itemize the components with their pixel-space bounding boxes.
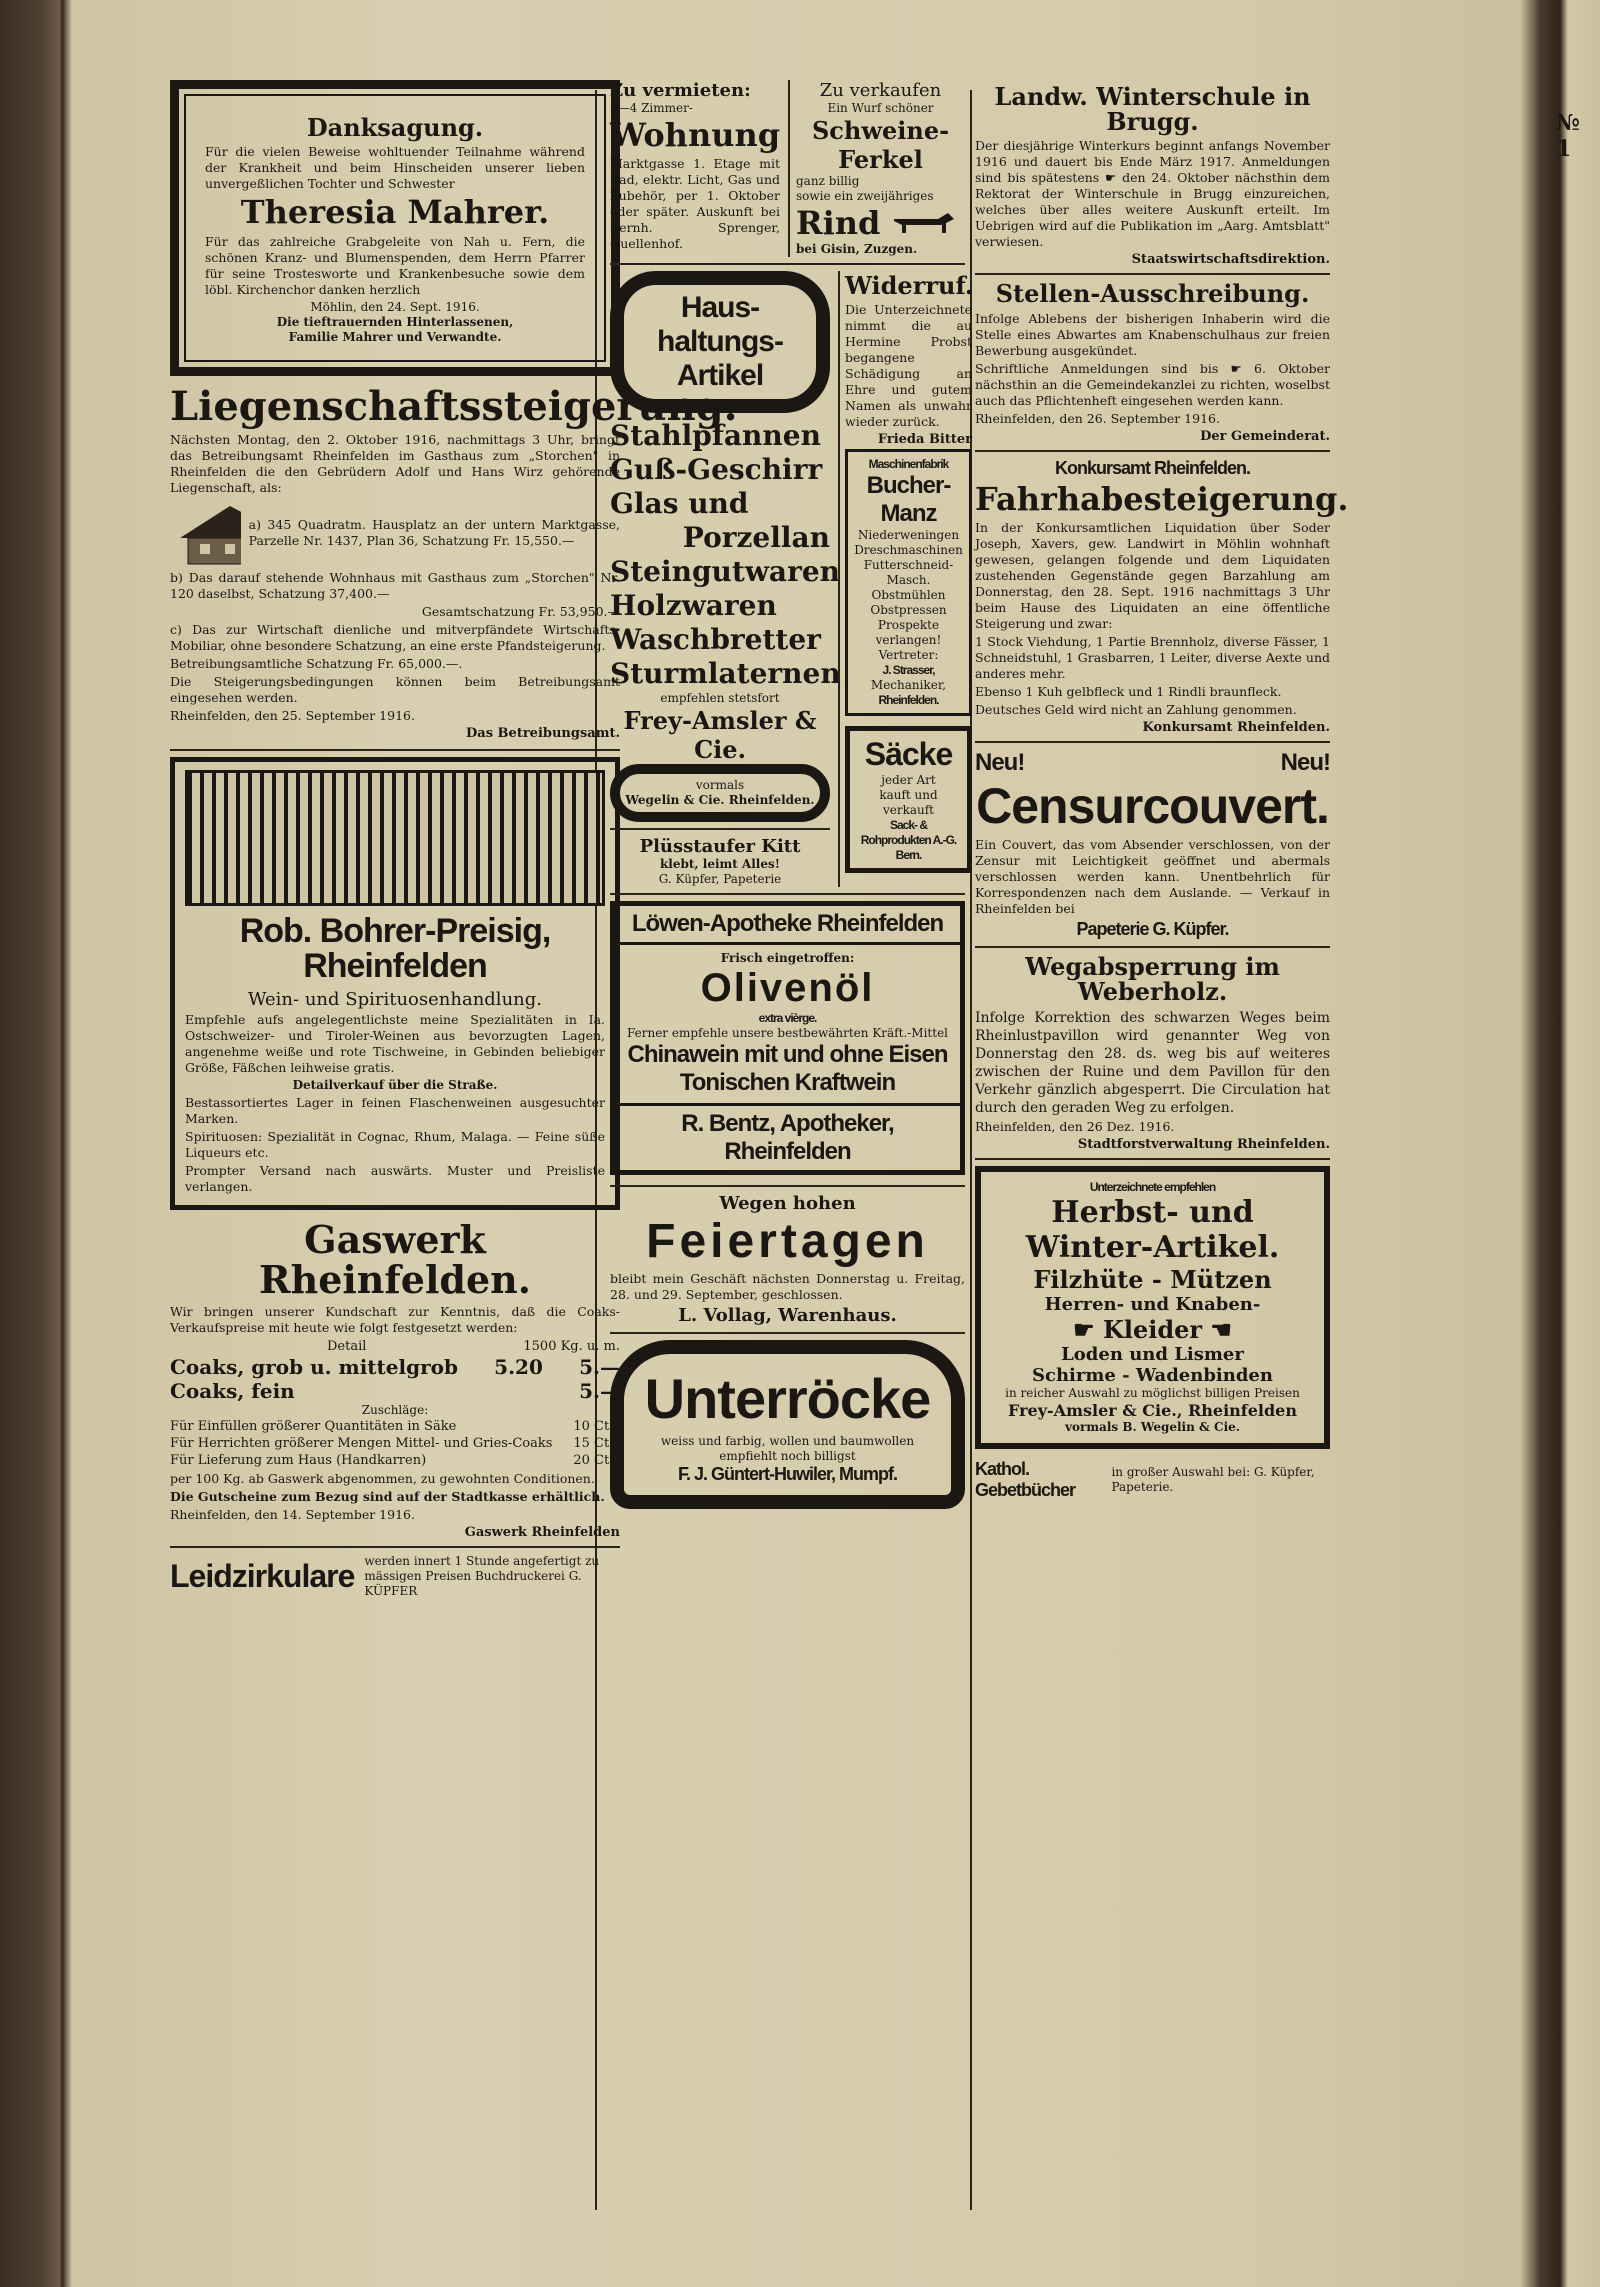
dankfagung-sig1: Die tieftrauernden Hinterlassenen,: [276, 314, 514, 329]
widerruf-sig: Frieda Bitter: [877, 432, 972, 447]
leidzirkulare-ad: [170, 1554, 620, 1599]
gaswerk-z3: Für Lieferung zum Haus (Handkarren): [170, 1452, 427, 1468]
stellen-date: Rheinfelden, den 26. September 1916.: [975, 410, 1220, 426]
schweine-who: bei Gisin, Zuzgen.: [796, 242, 918, 256]
bucher-who: J. Strasser,: [882, 663, 935, 677]
apotheke-sub: extra vièrge.: [758, 1011, 817, 1025]
haushalt-ad: [610, 271, 841, 887]
konkurs-ad: [975, 457, 1349, 736]
unterroecke-firm: F. J. Güntert-Huwiler, Mumpf.: [677, 1464, 897, 1484]
wegsperre-title: Wegabsperrung im Weberholz.: [1025, 952, 1280, 1007]
widerruf-title: Widerruf.: [845, 271, 974, 300]
herbst-l2: Herren- und Knaben-: [1044, 1293, 1261, 1315]
saecke-ad: [845, 726, 972, 873]
haushalt-l1: Stahlpfannen: [610, 419, 821, 452]
bucher-name: Bucher-Manz: [866, 472, 951, 527]
apotheke-ferner: Ferner empfehle unsere bestbewährten Kräft.-Mittel: [626, 1026, 949, 1040]
gaswerk-row1-label: Coaks, grob u. mittelgrob: [170, 1354, 458, 1379]
herbst-l4: Loden und Lismer: [1061, 1343, 1244, 1365]
haushalt-l5: Steingutwaren: [610, 555, 841, 588]
apotheke-title: Olivenöl: [700, 966, 875, 1010]
wegsperre-ad: [975, 954, 1330, 1151]
gaswerk-col-bulk: 1500 Kg. u. m.: [523, 1338, 620, 1354]
wegsperre-date: Rheinfelden, den 26 Dez. 1916.: [975, 1118, 1175, 1134]
saecke-title: Säcke: [864, 736, 953, 772]
gaswerk-col-detail: Detail: [326, 1338, 367, 1354]
bohrer-subtitle: Wein- und Spirituosenhandlung.: [247, 989, 542, 1011]
gebet-ad: [975, 1459, 1330, 1501]
wine-cellar-illustration: [185, 770, 605, 906]
bucher-place: Niederweningen: [857, 528, 960, 542]
feiertage-sig: L. Vollag, Warenhaus.: [678, 1305, 897, 1326]
saecke-b2: kauft und verkauft: [879, 788, 938, 817]
herbst-l3: Kleider: [1102, 1314, 1203, 1344]
stellen-sig: Der Gemeinderat.: [1200, 428, 1330, 444]
apotheke-china: Chinawein mit und ohne Eisen: [627, 1041, 948, 1068]
bucher-role: Mechaniker,: [870, 678, 947, 692]
bohrer-versand: Prompter Versand nach auswärts. Muster und Preisliste verlangen.: [185, 1163, 605, 1195]
bucher-l1: Dreschmaschinen: [854, 543, 963, 557]
winterschule-sig: Staatswirtschaftsdirektion.: [1131, 252, 1330, 268]
herbst-head: Unterzeichnete empfehlen: [1089, 1179, 1216, 1194]
liegenschaft-schatzung: Betreibungsamtliche Schatzung Fr. 65,000.—.: [170, 655, 463, 671]
dankfagung-body: Für die vielen Beweise wohltuender Teilnahme während der Krankheit und beim Hinscheiden unserer lieben unvergeßlichen Tochter und Schwester: [205, 144, 585, 192]
bucher-vertreter: Vertreter:: [878, 648, 939, 662]
gaswerk-row2-label: Coaks, fein: [170, 1378, 295, 1403]
haushalt-l2: Guß-Geschirr: [610, 453, 823, 486]
gaswerk-z4: per 100 Kg. ab Gaswerk abgenommen, zu gewohnten Conditionen.: [170, 1470, 595, 1486]
herbst-ad: [975, 1166, 1330, 1449]
wohnung-title: Wohnung: [610, 116, 781, 154]
gaswerk-title: Gaswerk Rheinfelden.: [258, 1217, 531, 1303]
wegsperre-sig: Stadtforstverwaltung Rheinfelden.: [1077, 1136, 1330, 1152]
winterschule-ad: [975, 84, 1330, 267]
bucher-l2: Futterschneid-Masch.: [863, 558, 954, 587]
wohnung-ad: [610, 80, 780, 257]
stellen-body: Infolge Ablebens der bisherigen Inhaberin wird die Stelle eines Abwartes am Knabenschulhaus zur freien Bewerbung ausgekündet.: [975, 310, 1330, 358]
konkurs-geld: Deutsches Geld wird nicht an Zahlung genommen.: [975, 702, 1297, 718]
konkurs-items: 1 Stock Viehdung, 1 Partie Brennholz, diverse Fässer, 1 Schneidstuhl, 1 Grasbarren, 1 Leiter, diverse Aexte und anderes mehr.: [975, 634, 1330, 682]
bucher-l4: Obstpressen: [870, 603, 947, 617]
pointing-hand-icon: ☛: [1073, 1314, 1103, 1344]
gaswerk-row1-bulk: 5.—: [579, 1354, 620, 1379]
haushalt-frame: [610, 271, 830, 413]
gaswerk-row2-bulk: 5.—: [579, 1378, 620, 1403]
bucher-head: Maschinenfabrik: [868, 457, 949, 471]
bohrer-spirit: Spirituosen: Spezialität in Cognac, Rhum, Malaga. — Feine süße Liqueurs etc.: [185, 1129, 605, 1161]
gaswerk-z2: Für Herrichten größerer Mengen Mittel- und Gries-Coaks: [170, 1435, 553, 1451]
herbst-vormals: vormals B. Wegelin & Cie.: [1065, 1419, 1240, 1434]
gaswerk-sig: Gaswerk Rheinfelden: [464, 1524, 620, 1540]
saecke-b1: jeder Art: [881, 773, 936, 787]
liegenschaft-item-c: c) Das zur Wirtschaft dienliche und mitverpfändete Wirtschafts-Mobiliar, ohne besondere Schatzung, an eine erste Pfandsteigerung.: [170, 621, 620, 653]
gaswerk-date: Rheinfelden, den 14. September 1916.: [170, 1506, 415, 1522]
haushalt-vormals: vormals: [695, 778, 745, 792]
haushalt-l7: Waschbretter: [610, 623, 821, 656]
dankfagung-title: Danksagung.: [306, 113, 484, 142]
schweine-rind: Rind: [796, 204, 881, 242]
liegenschaft-title: Liegenschaftssteigerung.: [170, 382, 738, 430]
gaswerk-intro: Wir bringen unserer Kundschaft zur Kenntnis, daß die Coaks-Verkaufspreise mit heute wie folgt festgesetzt werden:: [170, 1303, 620, 1335]
gaswerk-z3-value: 20 Cts.: [573, 1452, 620, 1468]
konkurs-body: In der Konkursamtlichen Liquidation über Soder Joseph, Xavers, gew. Landwirt in Möhlin wohnhaft gewesen, gelangen folgende und dem Liquidaten zustehenden Gegenstände gegen Barzahlung am Donnerstag, den 28. Sept. 1916 nachmittags 3 Uhr beim Hause des Liquidaten an eine öffentliche Steigerung und zwar:: [975, 520, 1330, 632]
schweine-title: Schweine-Ferkel: [811, 116, 950, 174]
censur-neu-right: Neu!: [1280, 749, 1330, 777]
dankfagung-body2: Für das zahlreiche Grabgeleite von Nah u. Fern, die schönen Kranz- und Blumenspenden, dem Herrn Pfarrer für seine Trostesworte und Krankenbesuche sowie dem löbl. Kirchenchor danken herzlich: [205, 233, 585, 297]
wegsperre-body: Infolge Korrektion des schwarzen Weges beim Rheinlustpavillon wird genannter Weg von Donnerstag den 28. ds. weg bis auf weiteres zwischen der Ruine und dem Pavillon für den Verkehr gänzlich abgesperrt. Die Circulation hat durch den geraden Weg zu erfolgen.: [975, 1009, 1330, 1116]
gaswerk-gutscheine: Die Gutscheine zum Bezug sind auf der Stadtkasse erhältlich.: [170, 1488, 605, 1504]
haushalt-top: Haus-haltungs-Artikel: [657, 291, 783, 392]
unterroecke-sub2: empfiehlt noch billigst: [719, 1449, 856, 1463]
apotheke-head: Löwen-Apotheke Rheinfelden: [615, 906, 960, 945]
column-3: [975, 80, 1349, 1501]
liegenschaft-item-b: b) Das darauf stehende Wohnhaus mit Gasthaus zum „Storchen" Nr. 120 daselbst, Schatzung 37,400.—: [170, 569, 620, 601]
gaswerk-z1-value: 10 Cts.: [573, 1418, 620, 1434]
gaswerk-row1-detail: 5.20: [494, 1354, 543, 1379]
apotheke-firm: R. Bentz, Apotheker, Rheinfelden: [615, 1103, 960, 1170]
stellen-ad: [975, 281, 1330, 443]
haushalt-empf: empfehlen stetsfort: [660, 691, 780, 705]
konkurs-title: Fahrhabesteigerung.: [975, 479, 1349, 518]
widerruf-body: Die Unterzeichnete nimmt die au Hermine Probst begangene Schädigung an Ehre und gutem Namen als unwahr wieder zurück.: [845, 302, 972, 429]
bohrer-lager: Bestassortiertes Lager in feinen Flaschenweinen ausgesuchter Marken.: [185, 1095, 605, 1127]
censur-body: Ein Couvert, das vom Absender verschlossen, von der Zensur mit Leichtigkeit geöffnet und abermals verschlossen werden kann. Unentbehrlich für Korrespondenzen nach dem Auslande. — Verkauf in Rheinfelden bei: [975, 837, 1330, 917]
konkurs-sig: Konkursamt Rheinfelden.: [1142, 720, 1330, 736]
bohrer-body: Empfehle aufs angelegentlichste meine Spezialitäten in Ia. Ostschweizer- und Tiroler-Weinen aus bevorzugten Lagen, angenehme weiße und rote Tischweine, in Gebinden beliebiger Größe, Fäßchen leihweise gratis.: [185, 1012, 605, 1076]
liegenschaft-total: Gesamtschatzung Fr. 53,950.—: [421, 603, 620, 619]
herbst-l5: Schirme - Wadenbinden: [1032, 1364, 1273, 1386]
gaswerk-z2-value: 15 Cts.: [573, 1435, 620, 1451]
gebet-text: in großer Auswahl bei: G. Küpfer, Papeterie.: [1111, 1464, 1315, 1494]
schweine-b1: ganz billig: [796, 174, 860, 188]
house-illustration-icon: [170, 498, 241, 568]
dankfagung-ad: [170, 80, 620, 376]
apotheke-ad: [610, 901, 965, 1175]
herbst-l1: Filzhüte - Mützen: [1033, 1264, 1272, 1294]
bohrer-name: Rob. Bohrer-Preisig, Rheinfelden: [239, 911, 551, 986]
leidzirkulare-text: werden innert 1 Stunde angefertigt zu mässigen Preisen Buchdruckerei G. KÜPFER: [364, 1553, 600, 1598]
unterroecke-title: Unterröcke: [644, 1367, 931, 1430]
wohnung-sub: 3—4 Zimmer-: [610, 101, 693, 115]
censur-firm: Papeterie G. Küpfer.: [1076, 919, 1229, 940]
liegenschaft-intro: Nächsten Montag, den 2. Oktober 1916, nachmittags 3 Uhr, bringt das Betreibungsamt Rheinfelden im Gasthaus zum „Storchen" in Rheinfelden die den Gebrüdern Adolf und Hans Wirz gehörende Liegenschaft, als:: [170, 431, 620, 495]
liegenschaft-item-a: a) 345 Quadratm. Hausplatz an der untern Marktgasse, Parzelle Nr. 1437, Plan 36, Schatzung Fr. 15,550.—: [248, 516, 620, 548]
haushalt-l4: Porzellan: [682, 521, 830, 554]
winterschule-title: Landw. Winterschule in Brugg.: [994, 82, 1311, 137]
gaswerk-zuschlaege: Zuschläge:: [361, 1402, 429, 1417]
censur-neu-left: Neu!: [975, 749, 1025, 777]
herbst-small: in reicher Auswahl zu möglichst billigen Preisen: [1005, 1385, 1300, 1400]
unterroecke-ad: [610, 1340, 965, 1509]
saecke-firm: Sack- & Rohprodukten A.-G. Bern.: [860, 818, 957, 862]
gaswerk-z1: Für Einfüllen größerer Quantitäten in Säke: [170, 1418, 457, 1434]
leidzirkulare-title: Leidzirkulare: [170, 1557, 355, 1594]
haushalt-firm: Frey-Amsler & Cie.: [623, 706, 817, 764]
liegenschaft-sig: Das Betreibungsamt.: [466, 725, 620, 741]
column-2: [610, 80, 974, 1509]
dankfagung-sig2: Familie Mahrer und Verwandte.: [288, 329, 502, 344]
cow-icon: [886, 207, 956, 239]
bucher-l3: Obstmühlen: [871, 588, 946, 602]
stellen-body2: Schriftliche Anmeldungen sind bis ☛ 6. Oktober nächsthin an die Gemeindekanzlei zu richten, woselbst auch das Pflichtenheft eingesehen werden kann.: [975, 360, 1330, 408]
dankfagung-place-date: Möhlin, den 24. Sept. 1916.: [310, 299, 480, 314]
bohrer-detail: Detailverkauf über die Straße.: [292, 1078, 498, 1093]
herbst-title: Herbst- und Winter-Artikel.: [1025, 1194, 1280, 1265]
schweine-ad: [788, 80, 965, 257]
winterschule-body: Der diesjährige Winterkurs beginnt anfangs November 1916 und dauert bis Ende März 1917. Anmeldungen sind bis spätestens ☛ den 24. Oktober nächsthin dem Rektorat der Winterschule in Brugg einzureichen, welches über alles weitere Auskunft erteilt. Im Uebrigen wird auf die Publikation im „Aarg. Amtsblatt" verwiesen.: [975, 138, 1330, 250]
pointing-hand-icon: ☚: [1202, 1314, 1232, 1344]
haushalt-l6: Holzwaren: [610, 589, 777, 622]
newspaper-page: [140, 70, 1530, 2230]
dankfagung-name: Theresia Mahrer.: [240, 193, 550, 232]
haushalt-bottom: Wegelin & Cie. Rheinfelden.: [625, 793, 815, 807]
wohnung-head: Zu vermieten:: [610, 80, 751, 101]
feiertage-body: bleibt mein Geschäft nächsten Donnerstag u. Freitag, 28. und 29. September, geschlossen.: [610, 1271, 965, 1302]
bucher-place2: Rheinfelden.: [878, 693, 939, 707]
haushalt-l8: Sturmlaternen: [610, 657, 841, 690]
schweine-b2: sowie ein zweijähriges: [796, 189, 934, 203]
unterroecke-sub1: weiss und farbig, wollen und baumwollen: [660, 1434, 915, 1448]
apotheke-frisch: Frisch eingetroffen:: [720, 951, 855, 965]
liegenschaft-bedingungen: Die Steigerungsbedingungen können beim Betreibungsamt eingesehen werden.: [170, 673, 620, 705]
feiertage-title: Feiertagen: [646, 1215, 929, 1268]
kitt-sub: klebt, leimt Alles!: [659, 857, 781, 871]
herbst-firm: Frey-Amsler & Cie., Rheinfelden: [1008, 1400, 1297, 1420]
kitt-title: Plüsstaufer Kitt: [639, 836, 801, 857]
schweine-head: Zu verkaufen: [819, 80, 942, 101]
haushalt-l3: Glas und: [610, 487, 749, 520]
bucher-prosp: Prospekte verlangen!: [875, 618, 942, 647]
konkurs-head: Konkursamt Rheinfelden.: [1054, 457, 1251, 478]
next-page-edge-number: № 1: [1556, 110, 1580, 162]
apotheke-tonic: Tonischen Kraftwein: [679, 1069, 896, 1096]
wohnung-body: Marktgasse 1. Etage mit Bad, elektr. Licht, Gas und Zubehör, per 1. Oktober oder später. Auskunft bei Bernh. Sprenger, Quellenhof.: [610, 156, 780, 251]
bohrer-ad: [170, 757, 620, 1210]
schweine-sub: Ein Wurf schöner: [827, 101, 934, 115]
stellen-title: Stellen-Ausschreibung.: [995, 279, 1310, 309]
bucher-ad: [845, 449, 972, 716]
feiertage-head: Wegen hohen: [719, 1193, 856, 1214]
gebet-title: Kathol. Gebetbücher: [975, 1458, 1076, 1500]
konkurs-ebenso: Ebenso 1 Kuh gelbfleck und 1 Rindli braunfleck.: [975, 684, 1282, 700]
gaswerk-ad: [170, 1217, 620, 1540]
liegenschaft-date: Rheinfelden, den 25. September 1916.: [170, 707, 415, 723]
censur-ad: [975, 749, 1330, 940]
censur-title: Censurcouvert.: [976, 778, 1329, 835]
feiertage-ad: [610, 1193, 965, 1326]
kitt-who: G. Küpfer, Papeterie: [658, 872, 782, 886]
